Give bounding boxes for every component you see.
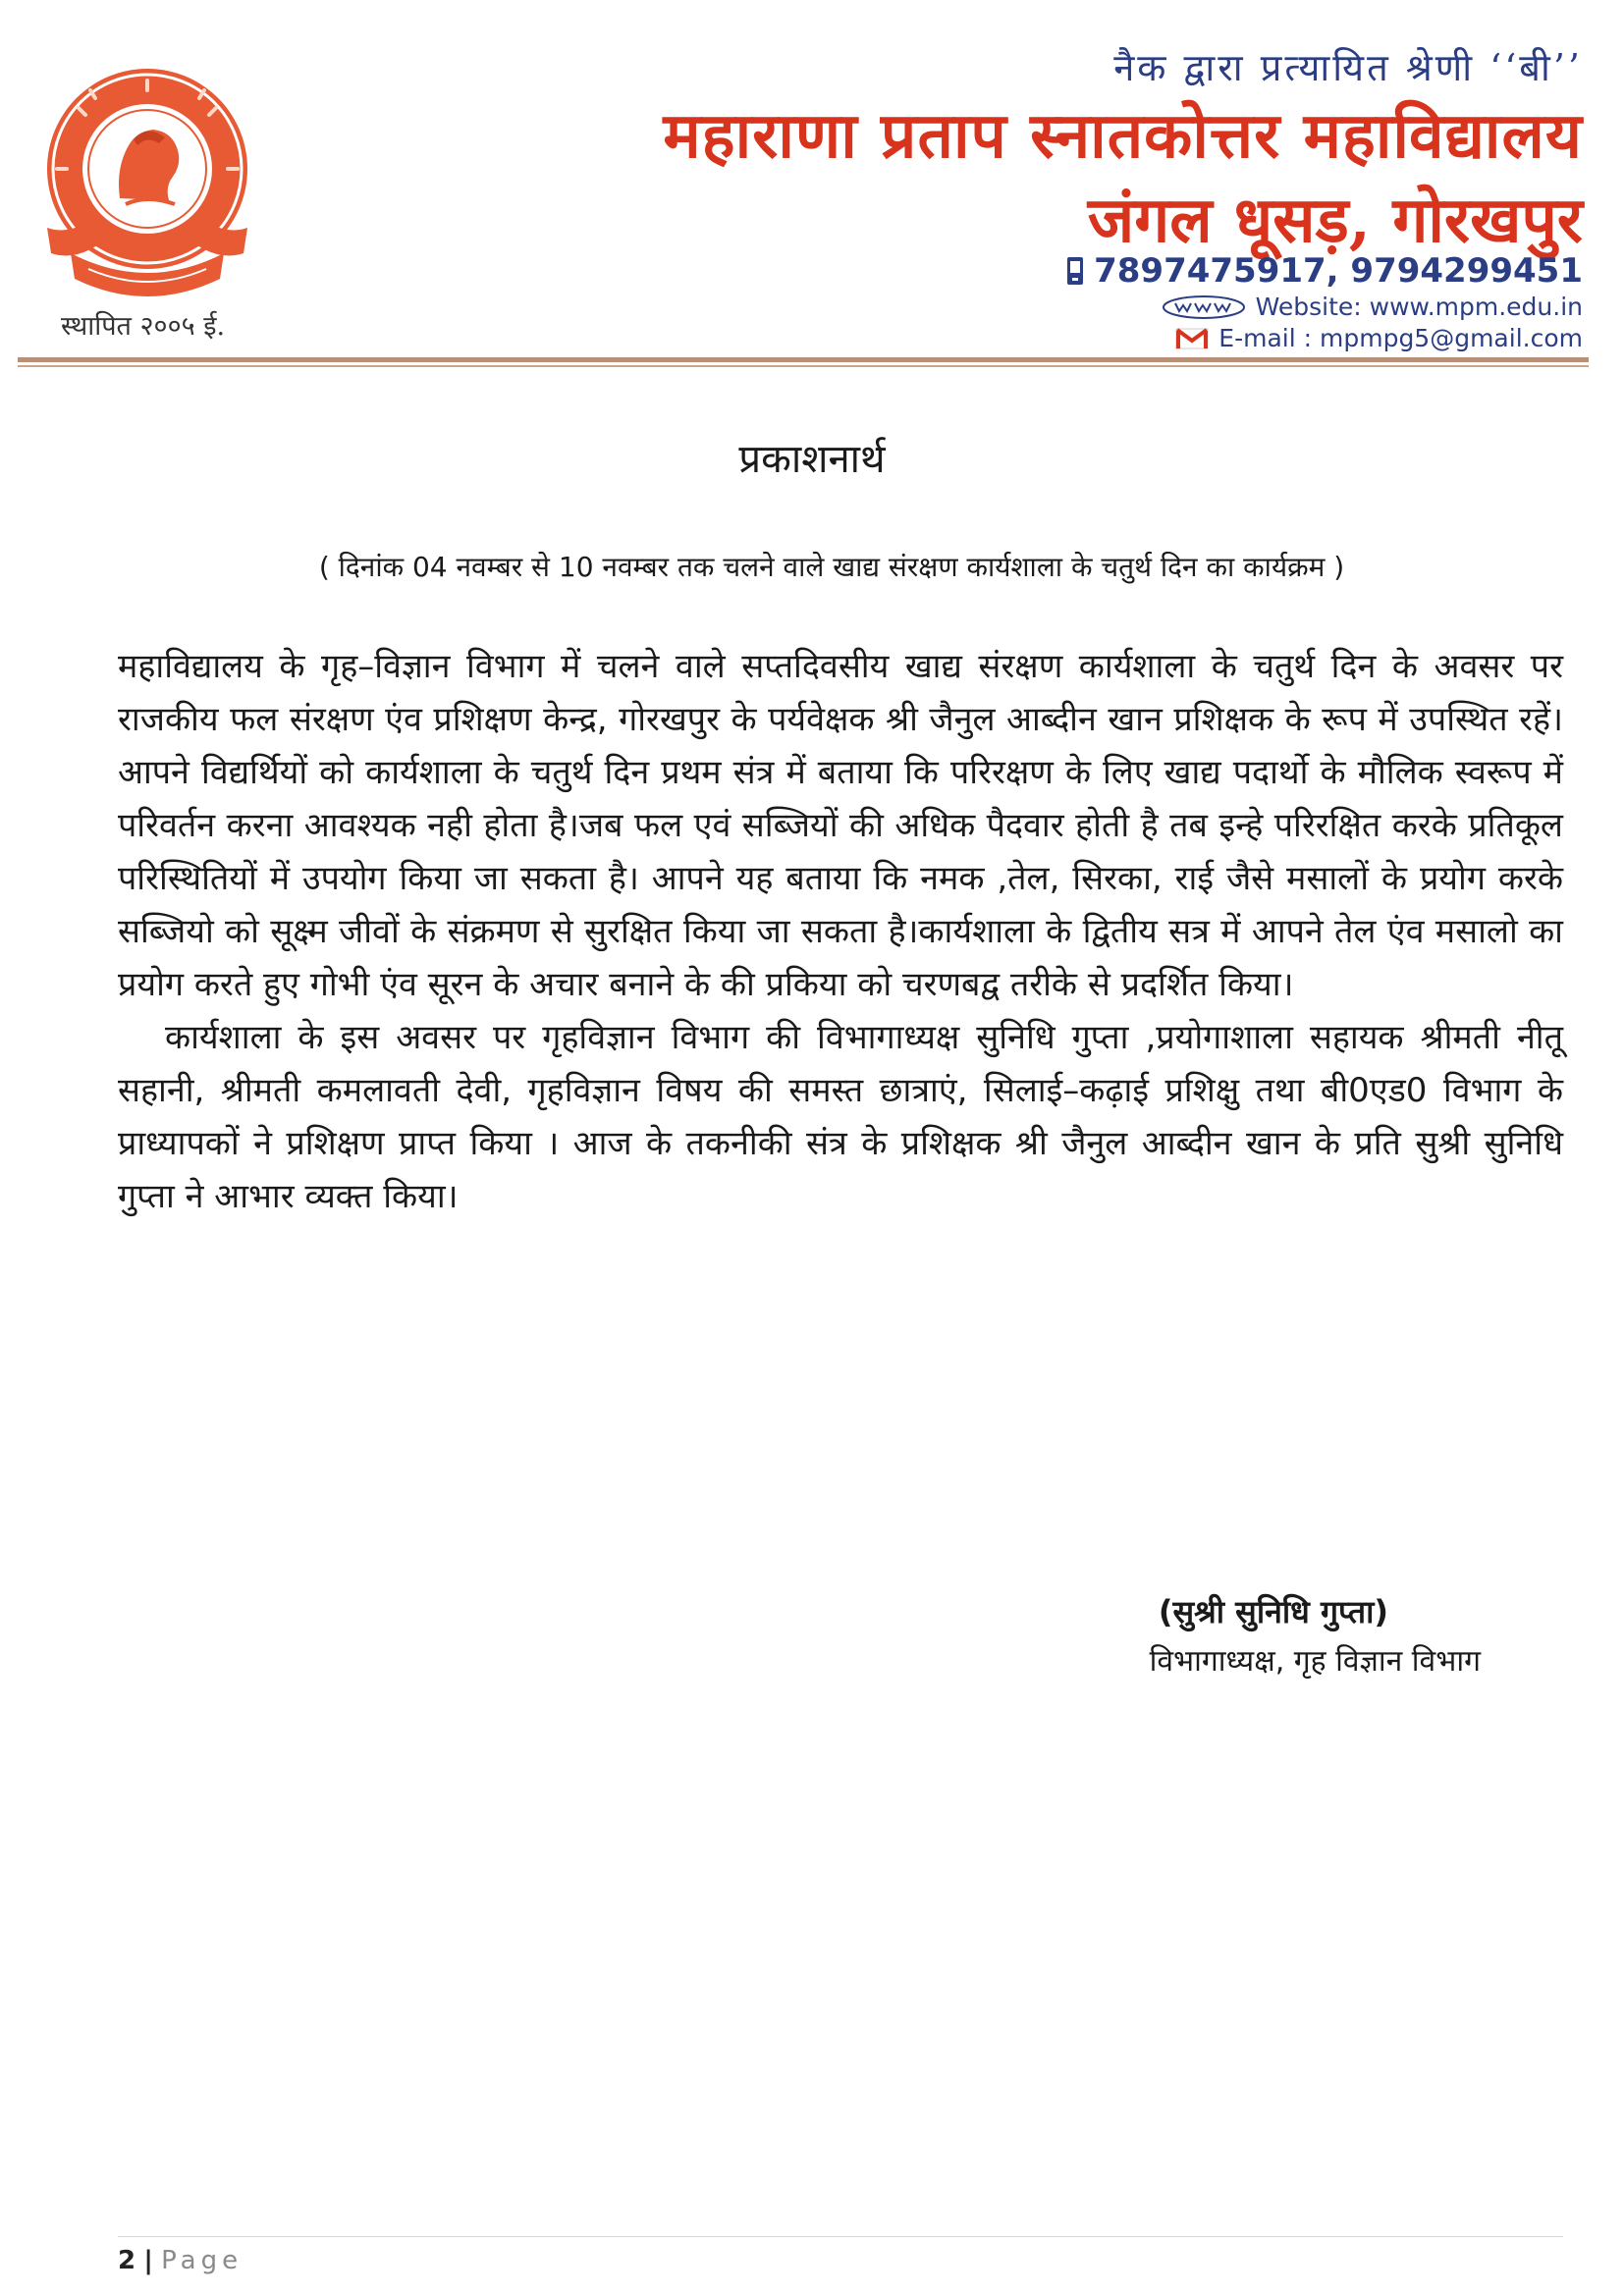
page-number: 2 bbox=[118, 2246, 136, 2275]
signatory-name: (सुश्री सुनिधि गुप्ता) bbox=[1158, 1593, 1388, 1630]
phone-numbers: 7897475917, 9794299451 bbox=[1094, 251, 1583, 291]
www-icon bbox=[1162, 294, 1246, 320]
signatory-title: विभागाध्यक्ष, गृह विज्ञान विभाग bbox=[1149, 1644, 1481, 1679]
phone-contact bbox=[1066, 251, 1583, 291]
established-year: स्थापित २००५ ई. bbox=[61, 311, 226, 342]
footer-divider bbox=[118, 2236, 1563, 2237]
body-paragraph-1: महाविद्यालय के गृह–विज्ञान विभाग में चलने वाले सप्तदिवसीय खाद्य संरक्षण कार्यशाला के चतुर्थ दिन के अवसर पर राजकीय फल संरक्षण एंव प्रशिक्षण केन्द्र, गोरखपुर के पर्यवेक्षक श्री जैनुल आब्दीन खान प्रशिक्षक के रूप में उपस्थित रहें। आपने विद्यर्थियों को कार्यशाला के चतुर्थ दिन प्रथम संत्र में बताया कि परिरक्षण के लिए खाद्य पदार्थो के मौलिक स्वरूप में परिवर्तन करना आवश्यक नही होता है।जब फल एवं सब्जियों की अधिक पैदवार होती है तब इन्हे परिरक्षित करके प्रतिकूल परिस्थितियों में उपयोग किया जा सकता है। आपने यह बताया कि नमक ,तेल, सिरका, राई जैसे मसालों के प्रयोग करके सब्जियो को सूक्ष्म जीवों के संक्रमण से सुरक्षित किया जा सकता है।कार्यशाला के द्वितीय सत्र में आपने तेल एंव मसालो का प्रयोग करते हुए गोभी एंव सूरन के अचार बनाने के की प्रकिया को चरणबद्व तरीके से प्रदर्शित किया। bbox=[118, 647, 1563, 1004]
letterhead-divider bbox=[18, 357, 1589, 362]
website-contact bbox=[1162, 293, 1583, 321]
page-footer bbox=[118, 2246, 243, 2275]
college-location: जंगल धूसड़, गोरखपुर bbox=[1087, 184, 1583, 257]
page-separator: | bbox=[143, 2246, 153, 2275]
website-text[interactable]: Website: www.mpm.edu.in bbox=[1255, 293, 1583, 321]
letterhead bbox=[0, 0, 1624, 373]
gmail-icon bbox=[1175, 327, 1209, 350]
letterhead-divider-thin bbox=[18, 365, 1589, 367]
mobile-phone-icon bbox=[1066, 256, 1084, 286]
document-subtitle: ( दिनांक 04 नवम्बर से 10 नवम्बर तक चलने वाले खाद्य संरक्षण कार्यशाला के चतुर्थ दिन का कार्यक्रम ) bbox=[318, 551, 1345, 583]
document-heading: प्रकाशनार्थ bbox=[738, 437, 886, 482]
email-text[interactable]: E-mail : mpmpg5@gmail.com bbox=[1218, 324, 1583, 352]
college-name: महाराणा प्रताप स्नातकोत्तर महाविद्यालय bbox=[663, 99, 1583, 173]
naac-accreditation-line: नैक द्वारा प्रत्यायित श्रेणी ‘‘बी’’ bbox=[1113, 46, 1583, 89]
body-paragraph-2: कार्यशाला के इस अवसर पर गृहविज्ञान विभाग की विभागाध्यक्ष सुनिधि गुप्ता ,प्रयोगाशाला सहायक श्रीमती नीतू सहानी, श्रीमती कमलावती देवी, गृहविज्ञान विषय की समस्त छात्राएं, सिलाई–कढ़ाई प्रशिक्षु तथा बी0एड0 विभाग के प्राध्यापकों ने प्रशिक्षण प्राप्त किया । आज के तकनीकी संत्र के प्रशिक्षक श्री जैनुल आब्दीन खान के प्रति सुश्री सुनिधि गुप्ता ने आभार व्यक्त किया। bbox=[118, 1018, 1563, 1216]
email-contact bbox=[1175, 324, 1583, 352]
page-label: Page bbox=[161, 2246, 244, 2275]
document-body bbox=[118, 640, 1563, 1223]
